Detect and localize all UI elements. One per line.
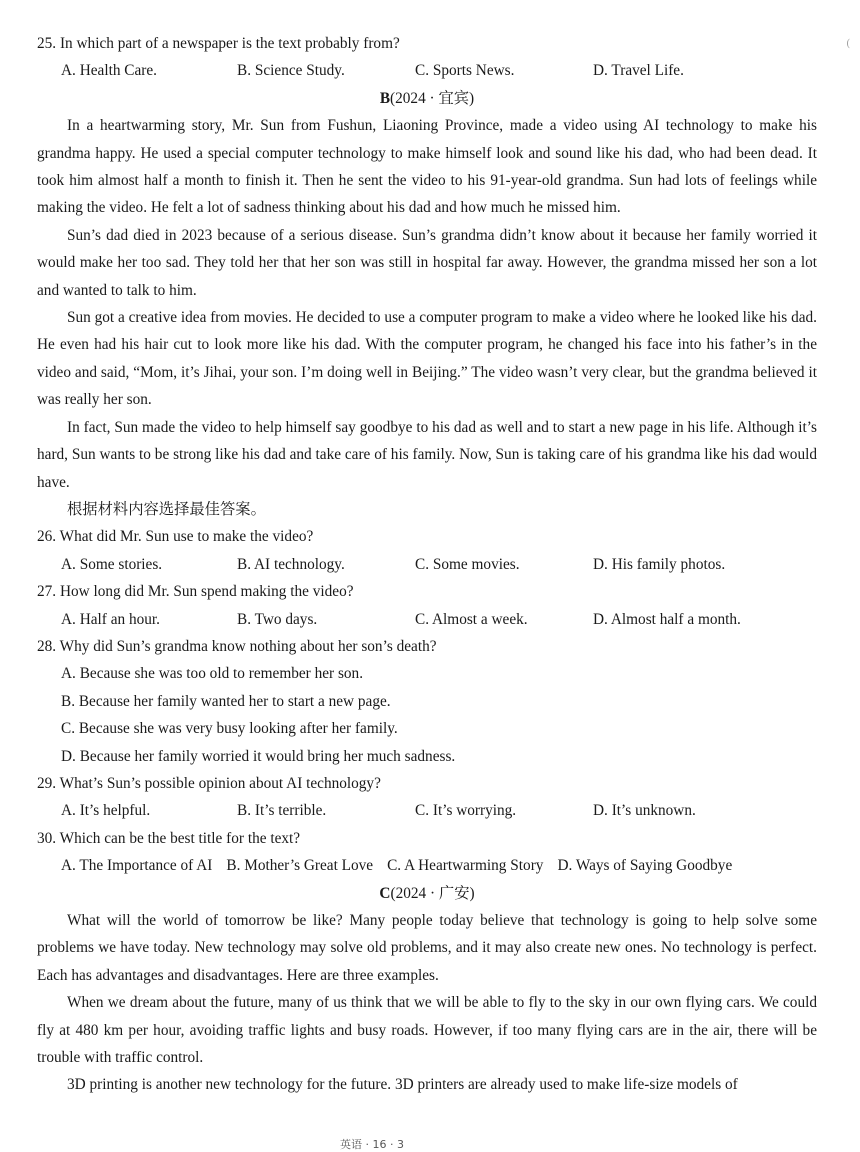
- option-c: C. A Heartwarming Story: [387, 857, 544, 875]
- section-source: (2024 · 宜宾): [390, 89, 475, 107]
- question-27-stem: 27. How long did Mr. Sun spend making the video?: [37, 583, 354, 601]
- passage-c-paragraph: When we dream about the future, many of us think that we will be able to fly to the sky in our own flying cars. We could fly at 480 km per hour, avoiding traffic lights and busy roads. However, if too many flying cars are in the air, there will be trouble with traffic control.: [37, 994, 817, 1067]
- option-d: D. Ways of Saying Goodbye: [557, 857, 733, 875]
- exam-page: [37, 30, 817, 1099]
- question-30-options: [37, 852, 817, 879]
- passage-c-paragraph: What will the world of tomorrow be like? Many people today believe that technology is going to help solve some problems we have today. New technology may solve old problems, and it may also create new ones. No technology is perfect. Each has advantages and disadvantages. Here are three examples.: [37, 912, 817, 984]
- section-c-heading: [37, 880, 817, 907]
- passage-b-paragraph: In fact, Sun made the video to help himself say goodbye to his dad as well and to start a new page in his life. Although it’s hard, Sun wants to be strong like his dad and take care of his family. Now, Sun is taking care of his grandma like his dad would have.: [37, 418, 817, 491]
- section-b-heading: [37, 85, 817, 112]
- passage-c-paragraph: 3D printing is another new technology for the future. 3D printers are already used to make life-size models of: [67, 1076, 738, 1094]
- option-b: B. Two days.: [237, 610, 318, 628]
- passage-b-paragraph: Sun got a creative idea from movies. He decided to use a computer program to make a video where he looked like his dad. He even had his hair cut to look more like his dad. With the computer program, he changed his face into his father’s in the video and said, “Mom, it’s Jihai, your son. I’m doing well in Beijing.” The video wasn’t very clear, but the grandma believed it was really her son.: [37, 309, 817, 409]
- option-d: D. Almost half a month.: [593, 610, 741, 628]
- option-b: B. Science Study.: [237, 62, 345, 80]
- question-30-stem: 30. Which can be the best title for the text?: [37, 829, 301, 847]
- question-27-options: [37, 606, 817, 633]
- option-a: A. Some stories.: [61, 555, 163, 573]
- option-a: A. It’s helpful.: [61, 802, 151, 820]
- option-c: C. Because she was very busy looking after her family.: [61, 720, 398, 738]
- option-b: B. Because her family wanted her to start a new page.: [61, 692, 391, 710]
- question-26-stem: 26. What did Mr. Sun use to make the video?: [37, 528, 314, 546]
- passage-b-paragraph: In a heartwarming story, Mr. Sun from Fushun, Liaoning Province, made a video using AI technology to make his grandma happy. He used a special computer technology to make himself look and sound like his dad, who had been dead. It took him almost half a month to finish it. Then he sent the video to his 91-year-old grandma. Sun had lots of feelings while making the video. He felt a lot of sadness thinking about his dad and how much he missed him.: [37, 117, 817, 217]
- option-c: C. It’s worrying.: [415, 802, 517, 820]
- question-29-options: [37, 797, 817, 824]
- question-28-stem: 28. Why did Sun’s grandma know nothing about her son’s death?: [37, 637, 437, 655]
- option-d: D. Because her family worried it would bring her much sadness.: [61, 747, 456, 765]
- option-b: B. It’s terrible.: [237, 802, 327, 820]
- section-letter: C: [379, 884, 391, 902]
- page-footer: 英语 · 16 · 3: [340, 1138, 404, 1151]
- question-26-options: [37, 551, 817, 578]
- option-a: A. Half an hour.: [61, 610, 160, 628]
- instruction: 根据材料内容选择最佳答案。: [67, 499, 266, 518]
- option-d: D. His family photos.: [593, 555, 726, 573]
- question-25-stem: 25. In which part of a newspaper is the text probably from?: [37, 35, 400, 52]
- option-a: A. Because she was too old to remember her son.: [61, 665, 364, 683]
- edge-mark: (: [846, 38, 850, 49]
- option-a: A. Health Care.: [61, 62, 157, 80]
- option-b: B. AI technology.: [237, 555, 345, 573]
- section-source: (2024 · 广安): [390, 884, 475, 902]
- option-a: A. The Importance of AI: [61, 857, 213, 875]
- passage-b-paragraph: Sun’s dad died in 2023 because of a serious disease. Sun’s grandma didn’t know about it because her family worried it would make her too sad. They told her that her son was still in hospital far away. However, the grandma missed her son a lot and wanted to talk to him.: [37, 226, 817, 299]
- option-c: C. Some movies.: [415, 555, 520, 573]
- option-d: D. Travel Life.: [593, 62, 684, 80]
- option-c: C. Sports News.: [415, 62, 515, 80]
- question-29-stem: 29. What’s Sun’s possible opinion about AI technology?: [37, 774, 381, 792]
- option-c: C. Almost a week.: [415, 610, 528, 628]
- option-b: B. Mother’s Great Love: [226, 857, 374, 875]
- section-letter: B: [379, 89, 391, 107]
- option-d: D. It’s unknown.: [593, 802, 696, 820]
- question-25-options: [37, 57, 817, 84]
